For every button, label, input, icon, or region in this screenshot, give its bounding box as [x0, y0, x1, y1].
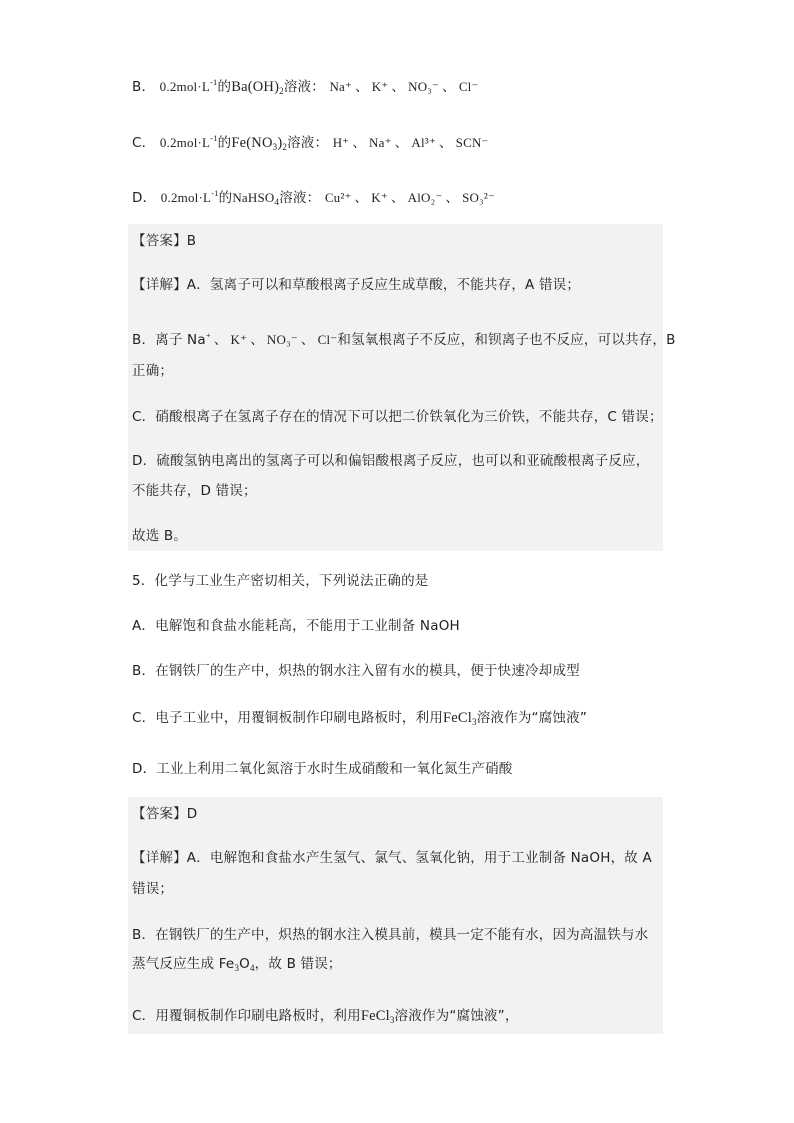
q4-detail-d-line2: 不能共存，D 错误；	[132, 483, 257, 499]
q4-detail-d-line1: D．硫酸氢钠电离出的氢离子可以和偏铝酸根离子反应，也可以和亚硫酸根离子反应，	[132, 453, 650, 469]
q5-option-d: D．工业上利用二氧化氮溶于水时生成硝酸和一氧化氮生产硝酸	[132, 761, 513, 777]
q5-detail-a-line2: 错误；	[132, 881, 174, 897]
q4-option-c: C． $0.2mol\cdot L^{-1}$的$Fe(NO_3)_2$溶液： H⁺ 、 Na⁺ 、 Al³⁺ 、 SCN⁻	[132, 133, 489, 152]
q5-detail-b-line2: 蒸气反应生成 $Fe_3O_4$，故 B 错误；	[132, 956, 342, 973]
q5-detail-c: C．用覆铜板制作印刷电路板时，利用FeCl$_3$溶液作为“腐蚀液”，	[132, 1008, 519, 1025]
answer-block-q5	[128, 797, 663, 1034]
q4-detail-c: C．硝酸根离子在氢离子存在的情况下可以把二价铁氧化为三价铁，不能共存，C 错误；	[132, 409, 663, 425]
q4-answer: 【答案】B	[132, 233, 197, 249]
q5-answer: 【答案】D	[132, 806, 198, 822]
q5-stem: 5．化学与工业生产密切相关，下列说法正确的是	[132, 573, 429, 589]
q5-detail-a-line1: 【详解】A．电解饱和食盐水产生氢气、氯气、氢氧化钠，用于工业制备 NaOH，故 A	[132, 850, 652, 866]
answer-block-q4	[128, 224, 663, 551]
q4-detail-b-line2: 正确；	[132, 363, 174, 379]
q4-option-b: B． $0.2mol\cdot L^{-1}$的$Ba(OH)_2$溶液： Na⁺ 、 K⁺ 、 NO₃⁻ 、 Cl⁻	[132, 77, 479, 96]
q5-option-c: C．电子工业中，用覆铜板制作印刷电路板时，利用FeCl$_3$溶液作为“腐蚀液”	[132, 710, 588, 727]
q4-conclusion: 故选 B。	[132, 528, 188, 544]
q5-option-a: A．电解饱和食盐水能耗高，不能用于工业制备 NaOH	[132, 618, 460, 634]
q4-detail-b: B．离子 Na+ 、 K⁺ 、 NO₃⁻ 、 Cl⁻和氢氧根离子不反应，和钡离子也不反应，可以共存，B	[132, 330, 676, 348]
q5-detail-b-line1: B．在钢铁厂的生产中，炽热的钢水注入模具前，模具一定不能有水，因为高温铁与水	[132, 927, 649, 943]
q4-detail-a: 【详解】A．氢离子可以和草酸根离子反应生成草酸，不能共存，A 错误；	[132, 277, 581, 293]
q5-option-b: B．在钢铁厂的生产中，炽热的钢水注入留有水的模具，便于快速冷却成型	[132, 663, 580, 679]
q4-option-d: D． $0.2mol\cdot L^{-1}$的NaHSO$_4$溶液： Cu²⁺ 、 K⁺ 、 AlO₂⁻ 、 SO₃²⁻	[132, 188, 496, 207]
